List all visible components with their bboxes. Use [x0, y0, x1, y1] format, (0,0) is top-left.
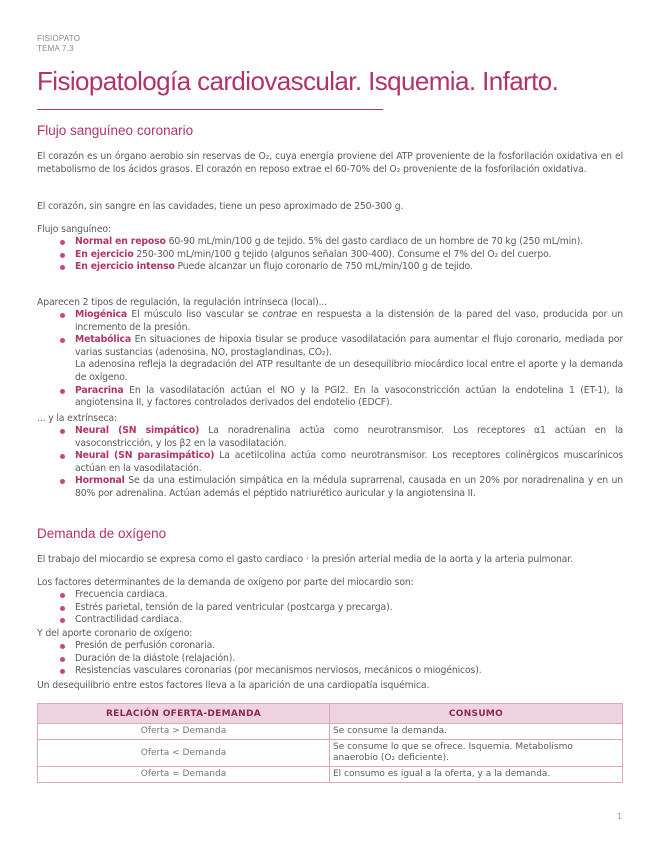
- extrinsic-regulation-list: [60, 425, 623, 501]
- list-item: Metabólica En situaciones de hipoxia tisular se produce vasodilatación para aumentar el flujo coronario, mediada por varias sustancias (adenosina, NO, prostaglandinas, CO₂). La adenosina refleja la degradación del ATP resultante de un desequilibrio miocárdico local entre el aporte y la demanda de oxígeno.: [60, 334, 623, 384]
- list-item: Neural (SN simpático) La noradrenalina actúa como neurotransmisor. Los receptores α1 actúan en la vasoconstricción, y los β2 en la vasodilatación.: [60, 425, 623, 450]
- supply-intro: Y del aporte coronario de oxígeno:: [37, 628, 193, 639]
- header-subject: FISIOPATO: [37, 34, 81, 43]
- conclusion: Un desequilibrio entre estos factores lleva a la aparición de una cardiopatía isquémica.: [37, 680, 430, 691]
- determinants-intro: Los factores determinantes de la demanda de oxígeno por parte del miocardio son:: [37, 577, 414, 588]
- list-item: Contractilidad cardiaca.: [60, 614, 623, 627]
- table-header-cell: CONSUMO: [330, 704, 623, 724]
- determinants-list: [60, 589, 623, 627]
- list-item: Neural (SN parasimpático) La acetilcolina actúa como neurotransmisor. Los receptores colinérgicos muscarínicos actúan en la vasodilatación.: [60, 450, 623, 475]
- paragraph-aerobio: El corazón es un órgano aerobio sin reservas de O₂, cuya energía proviene del ATP proveniente de la fosforilación oxidativa en el metabolismo de los ácidos grasos. El corazón en reposo extrae el 60-70% del O₂ proveniente de la fosforilación oxidativa.: [37, 151, 623, 175]
- list-item: Duración de la diástole (relajación).: [60, 653, 623, 666]
- list-item: Miogénica El músculo liso vascular se contrae en respuesta a la distensión de la pared del vaso, producida por un incremento de la presión.: [60, 309, 623, 334]
- table-cell: Se consume la demanda.: [330, 724, 623, 740]
- intrinsic-regulation-list: [60, 309, 623, 410]
- section-heading-demanda: Demanda de oxígeno: [37, 526, 167, 541]
- list-item: Estrés parietal, tensión de la pared ventricular (postcarga y precarga).: [60, 602, 623, 615]
- table-header-cell: RELACIÓN OFERTA-DEMANDA: [38, 704, 330, 724]
- regulation-intro: Aparecen 2 tipos de regulación, la regulación intrínseca (local)...: [37, 297, 327, 308]
- page-number: 1: [617, 812, 623, 821]
- list-item: Frecuencia cardiaca.: [60, 589, 623, 602]
- header-topic: TEMA 7.3: [37, 44, 74, 53]
- paragraph-peso: El corazón, sin sangre en las cavidades, tiene un peso aproximado de 250-300 g.: [37, 201, 404, 212]
- list-item: Paracrina En la vasodilatación actúan el NO y la PGI2. En la vasoconstricción actúan la endotelina 1 (ET-1), la angiotensina II, y factores controlados derivados del endotelio (EDCF).: [60, 385, 623, 410]
- table-row: [38, 724, 623, 740]
- section-heading-flujo: Flujo sanguíneo coronario: [37, 123, 194, 138]
- page-title: Fisiopatología cardiovascular. Isquemia. Infarto.: [37, 66, 559, 96]
- list-item: En ejercicio intenso Puede alcanzar un flujo coronario de 750 mL/min/100 g de tejido.: [60, 261, 623, 274]
- table-cell: Oferta = Demanda: [38, 767, 330, 783]
- list-item: En ejercicio 250-300 mL/min/100 g tejido (algunos señalan 300-400). Consume el 7% del O₂ del cuerpo.: [60, 249, 623, 262]
- flow-intro: Flujo sanguíneo:: [37, 224, 111, 235]
- title-underline: [37, 109, 383, 110]
- flow-list: [60, 236, 623, 274]
- table-cell: Oferta < Demanda: [38, 740, 330, 767]
- supply-list: [60, 640, 623, 678]
- table-row: [38, 740, 623, 767]
- list-item: Presión de perfusión coronaria.: [60, 640, 623, 653]
- supply-demand-table: [37, 703, 623, 783]
- paragraph-trabajo: El trabajo del miocardio se expresa como el gasto cardiaco · la presión arterial media de la aorta y la arteria pulmonar.: [37, 554, 573, 565]
- running-header: [37, 34, 80, 54]
- extrinsic-intro: ... y la extrínseca:: [37, 413, 118, 424]
- table-cell: Oferta > Demanda: [38, 724, 330, 740]
- list-item: Resistencias vasculares coronarias (por mecanismos nerviosos, mecánicos o miogénicos).: [60, 665, 623, 678]
- table-cell: El consumo es igual a la oferta, y a la demanda.: [330, 767, 623, 783]
- table-row: [38, 767, 623, 783]
- table-cell: Se consume lo que se ofrece. Isquemia. Metabolismo anaerobio (O₂ deficiente).: [330, 740, 623, 767]
- list-item: Normal en reposo 60-90 mL/min/100 g de tejido. 5% del gasto cardiaco de un hombre de 70 kg (250 mL/min).: [60, 236, 623, 249]
- table-header-row: [38, 704, 623, 724]
- list-item: Hormonal Se da una estimulación simpática en la médula suprarrenal, causada en un 20% por noradrenalina y en un 80% por adrenalina. Actúan además el péptido natriurético auricular y la angiotensina II.: [60, 475, 623, 500]
